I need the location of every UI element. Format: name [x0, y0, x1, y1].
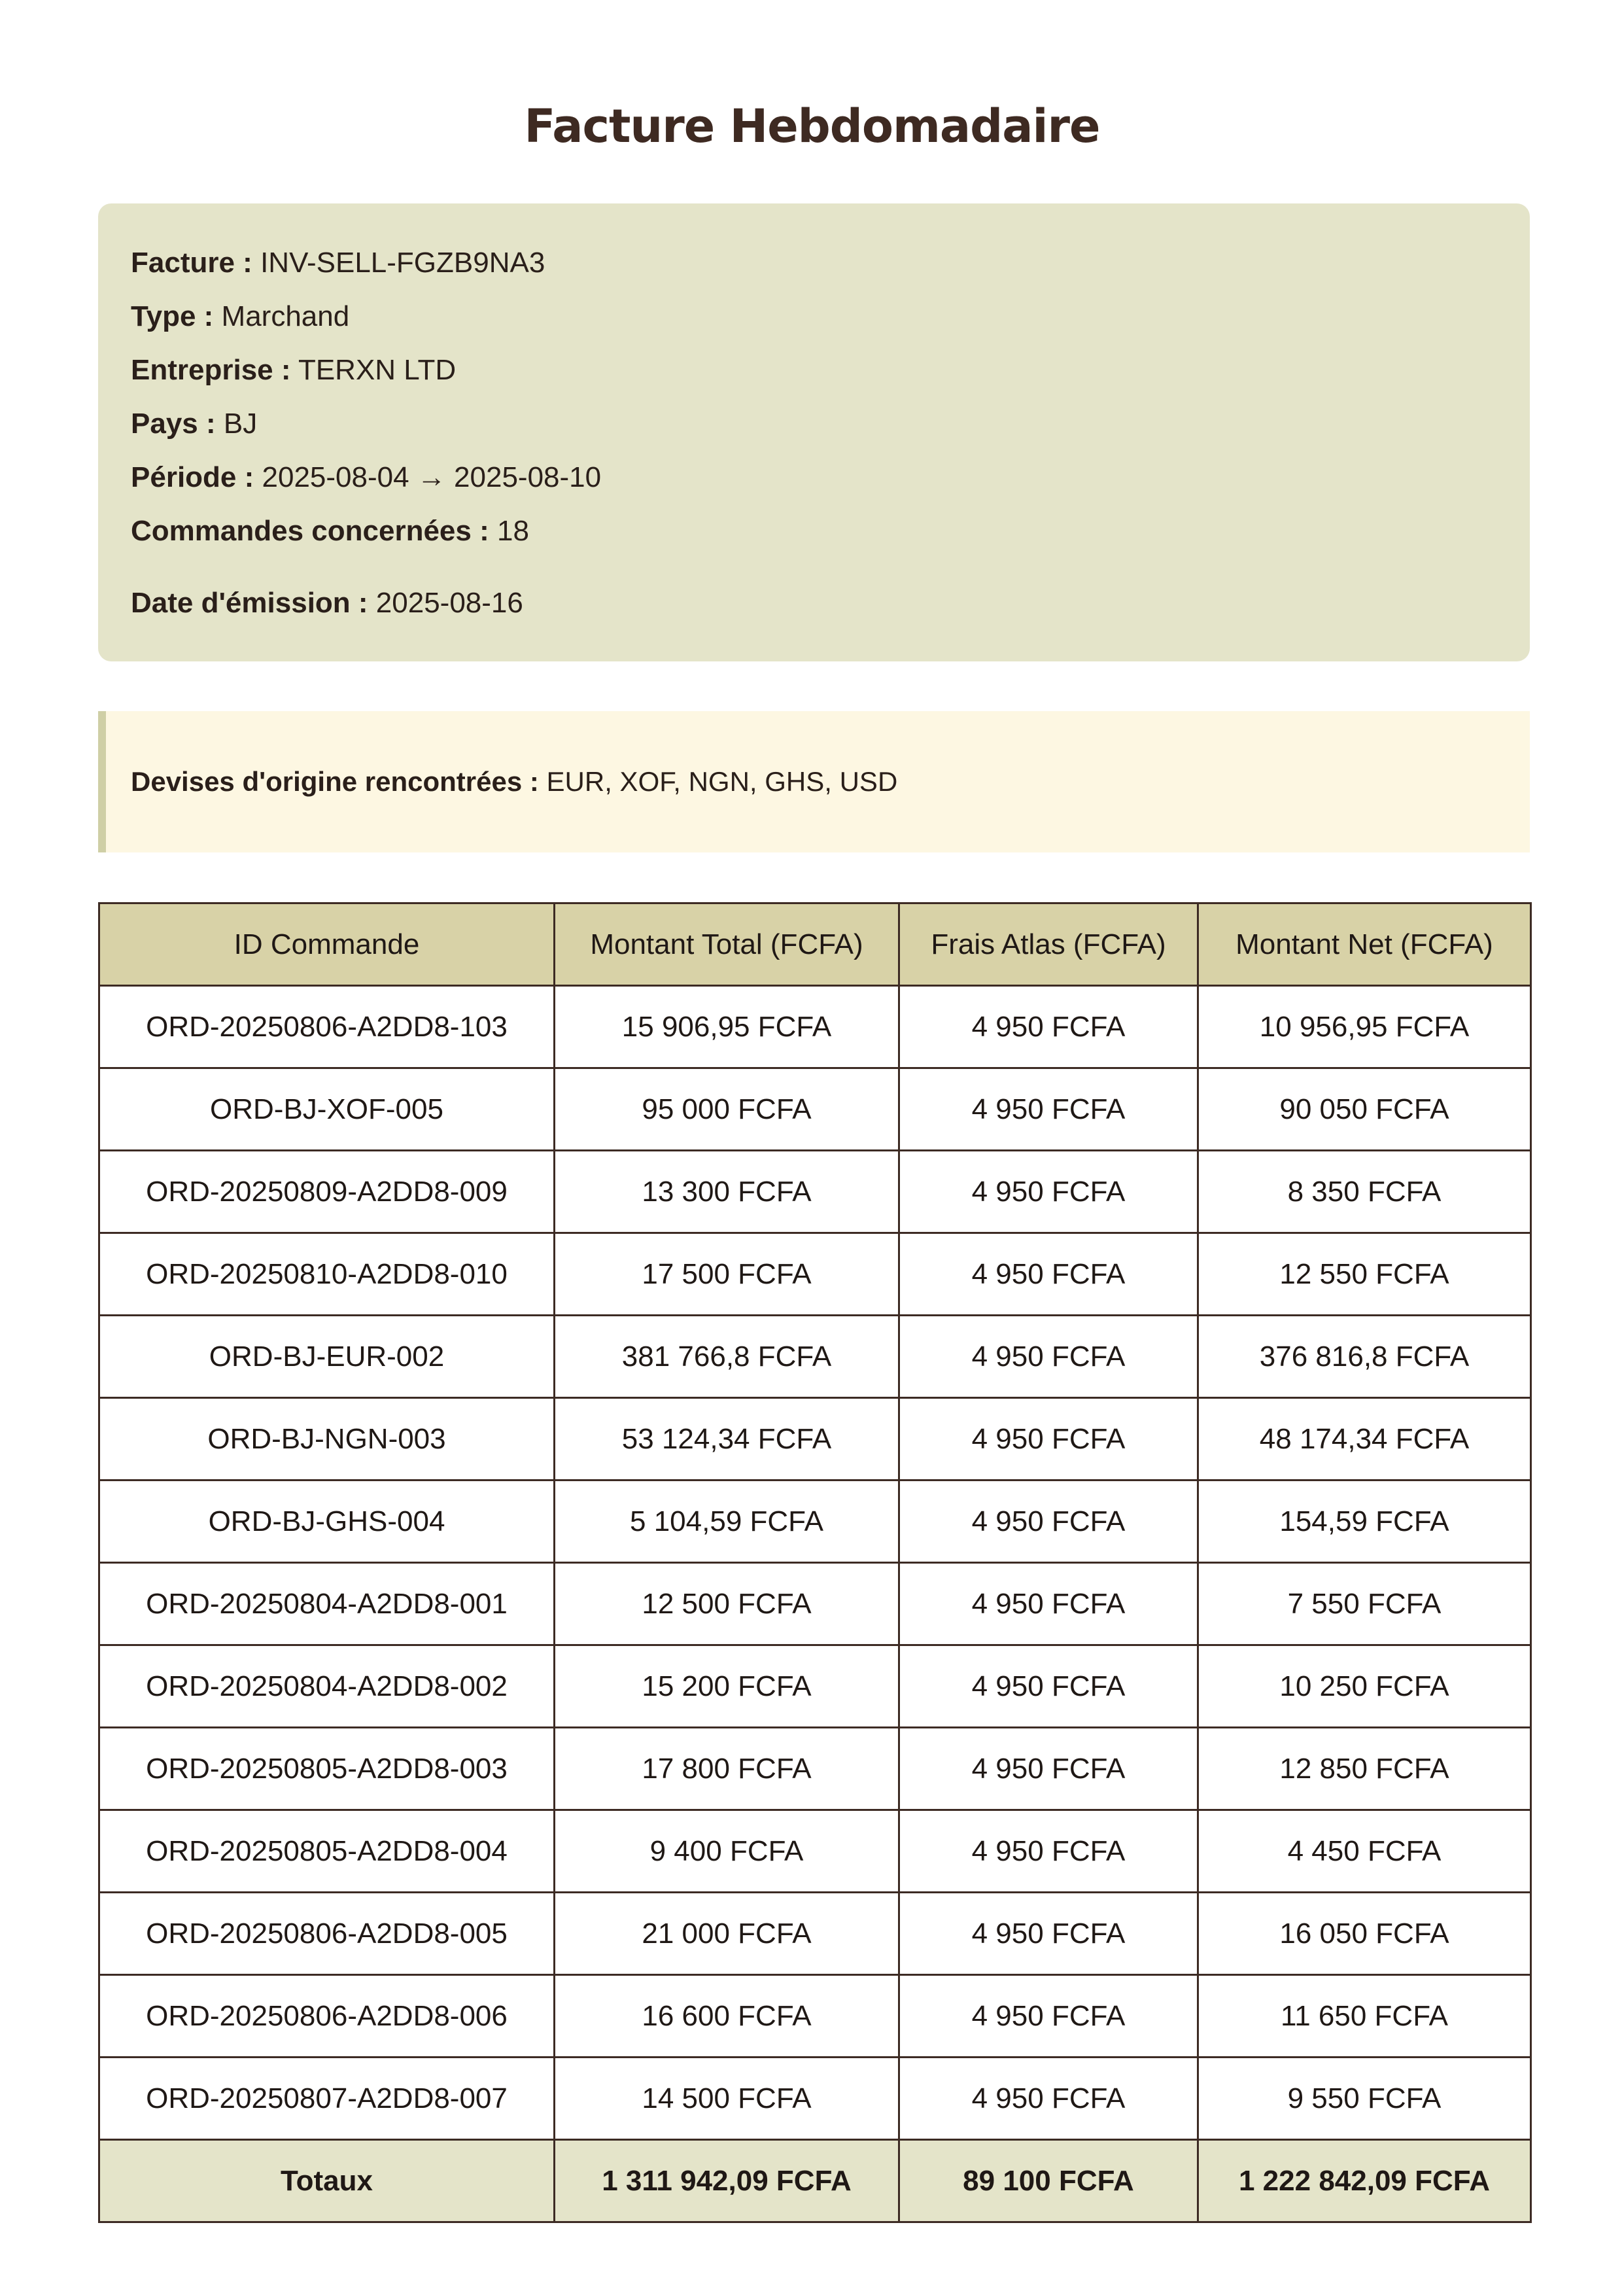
total-amount-cell: 21 000 FCFA	[555, 1893, 899, 1975]
net-amount-cell: 11 650 FCFA	[1198, 1975, 1531, 2058]
order-id-cell: ORD-BJ-NGN-003	[99, 1398, 555, 1480]
header-total-amount: Montant Total (FCFA)	[555, 903, 899, 986]
net-amount-cell: 12 850 FCFA	[1198, 1728, 1531, 1810]
net-amount-cell: 4 450 FCFA	[1198, 1810, 1531, 1893]
totals-row	[99, 2140, 1531, 2222]
total-amount-cell: 381 766,8 FCFA	[555, 1316, 899, 1398]
table-header-row	[99, 903, 1531, 986]
table-row	[99, 2058, 1531, 2140]
total-amount-cell: 15 200 FCFA	[555, 1645, 899, 1728]
orders-count-label: Commandes concernées :	[131, 515, 489, 547]
totals-total-amount: 1 311 942,09 FCFA	[555, 2140, 899, 2222]
company-label: Entreprise :	[131, 354, 291, 386]
table-row	[99, 986, 1531, 1068]
type-value: Marchand	[221, 300, 350, 332]
atlas-fees-cell: 4 950 FCFA	[899, 1480, 1198, 1563]
net-amount-cell: 90 050 FCFA	[1198, 1068, 1531, 1151]
total-amount-cell: 9 400 FCFA	[555, 1810, 899, 1893]
period-label: Période :	[131, 461, 254, 493]
currencies-label: Devises d'origine rencontrées :	[131, 766, 539, 797]
invoice-number-value: INV-SELL-FGZB9NA3	[260, 247, 545, 279]
net-amount-cell: 376 816,8 FCFA	[1198, 1316, 1531, 1398]
order-id-cell: ORD-20250806-A2DD8-006	[99, 1975, 555, 2058]
net-amount-cell: 16 050 FCFA	[1198, 1893, 1531, 1975]
order-id-cell: ORD-20250806-A2DD8-103	[99, 986, 555, 1068]
header-atlas-fees: Frais Atlas (FCFA)	[899, 903, 1198, 986]
invoice-number-line	[131, 236, 1530, 290]
table-row	[99, 1563, 1531, 1645]
atlas-fees-cell: 4 950 FCFA	[899, 1151, 1198, 1233]
total-amount-cell: 95 000 FCFA	[555, 1068, 899, 1151]
country-label: Pays :	[131, 408, 216, 440]
table-row	[99, 1645, 1531, 1728]
atlas-fees-cell: 4 950 FCFA	[899, 1068, 1198, 1151]
net-amount-cell: 7 550 FCFA	[1198, 1563, 1531, 1645]
total-amount-cell: 17 800 FCFA	[555, 1728, 899, 1810]
atlas-fees-cell: 4 950 FCFA	[899, 1233, 1198, 1316]
orders-table	[98, 902, 1532, 2223]
atlas-fees-cell: 4 950 FCFA	[899, 1398, 1198, 1480]
atlas-fees-cell: 4 950 FCFA	[899, 1645, 1198, 1728]
total-amount-cell: 5 104,59 FCFA	[555, 1480, 899, 1563]
invoice-info-panel	[98, 203, 1530, 661]
type-label: Type :	[131, 300, 214, 332]
atlas-fees-cell: 4 950 FCFA	[899, 986, 1198, 1068]
order-id-cell: ORD-20250804-A2DD8-001	[99, 1563, 555, 1645]
table-row	[99, 1975, 1531, 2058]
table-row	[99, 1728, 1531, 1810]
order-id-cell: ORD-BJ-XOF-005	[99, 1068, 555, 1151]
table-row	[99, 1316, 1531, 1398]
country-line	[131, 397, 1530, 451]
net-amount-cell: 154,59 FCFA	[1198, 1480, 1531, 1563]
order-id-cell: ORD-20250804-A2DD8-002	[99, 1645, 555, 1728]
atlas-fees-cell: 4 950 FCFA	[899, 1810, 1198, 1893]
net-amount-cell: 48 174,34 FCFA	[1198, 1398, 1531, 1480]
table-row	[99, 1151, 1531, 1233]
atlas-fees-cell: 4 950 FCFA	[899, 2058, 1198, 2140]
atlas-fees-cell: 4 950 FCFA	[899, 1975, 1198, 2058]
total-amount-cell: 17 500 FCFA	[555, 1233, 899, 1316]
atlas-fees-cell: 4 950 FCFA	[899, 1316, 1198, 1398]
period-line	[131, 451, 1530, 504]
total-amount-cell: 53 124,34 FCFA	[555, 1398, 899, 1480]
net-amount-cell: 9 550 FCFA	[1198, 2058, 1531, 2140]
table-row	[99, 1893, 1531, 1975]
order-id-cell: ORD-BJ-EUR-002	[99, 1316, 555, 1398]
header-order-id: ID Commande	[99, 903, 555, 986]
currencies-value: EUR, XOF, NGN, GHS, USD	[546, 766, 898, 797]
header-net-amount: Montant Net (FCFA)	[1198, 903, 1531, 986]
page-title: Facture Hebdomadaire	[524, 99, 1100, 153]
issue-date-label: Date d'émission :	[131, 587, 368, 619]
table-row	[99, 1398, 1531, 1480]
totals-net-amount: 1 222 842,09 FCFA	[1198, 2140, 1531, 2222]
atlas-fees-cell: 4 950 FCFA	[899, 1893, 1198, 1975]
total-amount-cell: 14 500 FCFA	[555, 2058, 899, 2140]
order-id-cell: ORD-BJ-GHS-004	[99, 1480, 555, 1563]
total-amount-cell: 16 600 FCFA	[555, 1975, 899, 2058]
order-id-cell: ORD-20250809-A2DD8-009	[99, 1151, 555, 1233]
period-value: 2025-08-04 → 2025-08-10	[262, 461, 602, 493]
invoice-number-label: Facture :	[131, 247, 252, 279]
table-row	[99, 1480, 1531, 1563]
totals-atlas-fees: 89 100 FCFA	[899, 2140, 1198, 2222]
issue-date-value: 2025-08-16	[375, 587, 523, 619]
orders-count-value: 18	[496, 515, 529, 547]
net-amount-cell: 8 350 FCFA	[1198, 1151, 1531, 1233]
order-id-cell: ORD-20250807-A2DD8-007	[99, 2058, 555, 2140]
order-id-cell: ORD-20250810-A2DD8-010	[99, 1233, 555, 1316]
total-amount-cell: 12 500 FCFA	[555, 1563, 899, 1645]
total-amount-cell: 13 300 FCFA	[555, 1151, 899, 1233]
order-id-cell: ORD-20250805-A2DD8-003	[99, 1728, 555, 1810]
company-line	[131, 343, 1530, 397]
net-amount-cell: 10 250 FCFA	[1198, 1645, 1531, 1728]
currencies-panel	[98, 711, 1530, 852]
table-row	[99, 1068, 1531, 1151]
net-amount-cell: 10 956,95 FCFA	[1198, 986, 1531, 1068]
table-row	[99, 1810, 1531, 1893]
company-value: TERXN LTD	[298, 354, 457, 386]
order-id-cell: ORD-20250805-A2DD8-004	[99, 1810, 555, 1893]
net-amount-cell: 12 550 FCFA	[1198, 1233, 1531, 1316]
total-amount-cell: 15 906,95 FCFA	[555, 986, 899, 1068]
atlas-fees-cell: 4 950 FCFA	[899, 1563, 1198, 1645]
orders-count-line	[131, 504, 1530, 558]
type-line	[131, 290, 1530, 343]
issue-date-line	[131, 576, 1530, 630]
totals-label: Totaux	[99, 2140, 555, 2222]
atlas-fees-cell: 4 950 FCFA	[899, 1728, 1198, 1810]
order-id-cell: ORD-20250806-A2DD8-005	[99, 1893, 555, 1975]
country-value: BJ	[223, 408, 258, 440]
table-row	[99, 1233, 1531, 1316]
